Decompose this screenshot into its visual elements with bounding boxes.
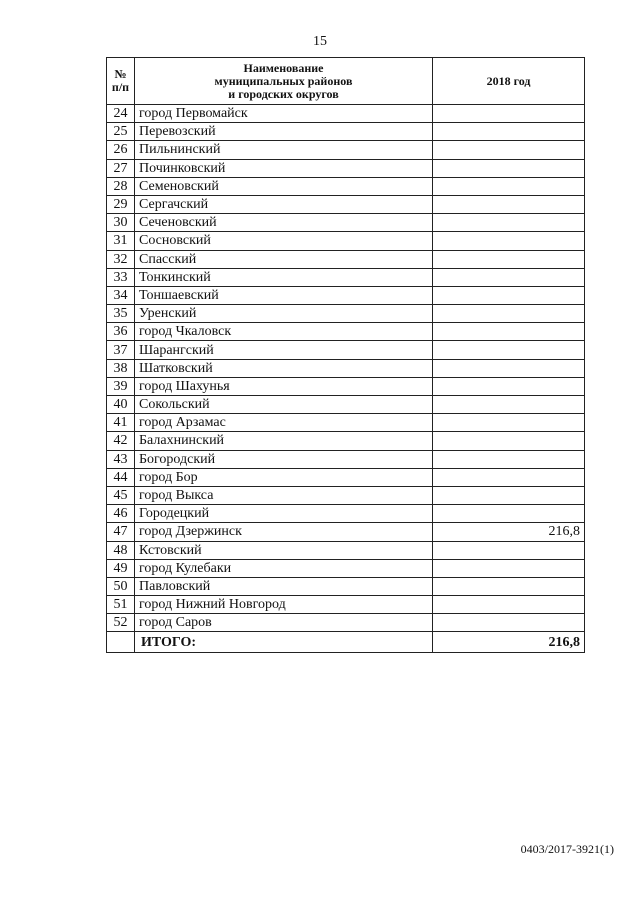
table-row bbox=[107, 141, 585, 159]
row-number: 43 bbox=[107, 450, 135, 468]
municipal-budget-table bbox=[106, 57, 585, 653]
table-row bbox=[107, 505, 585, 523]
municipality-name: Спасский bbox=[135, 250, 433, 268]
row-value bbox=[433, 505, 585, 523]
table-row bbox=[107, 559, 585, 577]
row-number: 50 bbox=[107, 577, 135, 595]
row-number: 42 bbox=[107, 432, 135, 450]
row-number: 40 bbox=[107, 396, 135, 414]
row-value bbox=[433, 396, 585, 414]
row-number: 35 bbox=[107, 305, 135, 323]
row-number: 38 bbox=[107, 359, 135, 377]
municipality-name: Уренский bbox=[135, 305, 433, 323]
row-value bbox=[433, 232, 585, 250]
row-number: 27 bbox=[107, 159, 135, 177]
municipality-name: Городецкий bbox=[135, 505, 433, 523]
row-value bbox=[433, 377, 585, 395]
table-row bbox=[107, 214, 585, 232]
row-number: 36 bbox=[107, 323, 135, 341]
row-value bbox=[433, 286, 585, 304]
municipality-name: город Арзамас bbox=[135, 414, 433, 432]
row-number: 39 bbox=[107, 377, 135, 395]
municipality-name: Перевозский bbox=[135, 123, 433, 141]
row-value bbox=[433, 414, 585, 432]
table-row bbox=[107, 177, 585, 195]
header-num-line2: п/п bbox=[111, 80, 130, 94]
row-value bbox=[433, 268, 585, 286]
table-row bbox=[107, 195, 585, 213]
row-value bbox=[433, 250, 585, 268]
municipality-name: Тонкинский bbox=[135, 268, 433, 286]
row-value bbox=[433, 541, 585, 559]
municipality-name: город Первомайск bbox=[135, 105, 433, 123]
municipality-name: город Нижний Новгород bbox=[135, 596, 433, 614]
row-value bbox=[433, 596, 585, 614]
header-num-line1: № bbox=[114, 67, 127, 81]
municipality-name: Пильнинский bbox=[135, 141, 433, 159]
municipality-name: город Дзержинск bbox=[135, 523, 433, 541]
municipality-name: Шатковский bbox=[135, 359, 433, 377]
total-label: ИТОГО: bbox=[135, 632, 433, 653]
table-row bbox=[107, 232, 585, 250]
row-number: 24 bbox=[107, 105, 135, 123]
row-number: 25 bbox=[107, 123, 135, 141]
table-row bbox=[107, 450, 585, 468]
municipality-name: Семеновский bbox=[135, 177, 433, 195]
row-value bbox=[433, 432, 585, 450]
table-row bbox=[107, 596, 585, 614]
municipality-name: Балахнинский bbox=[135, 432, 433, 450]
page-number: 15 bbox=[313, 34, 327, 49]
municipality-name: Сергачский bbox=[135, 195, 433, 213]
table-row bbox=[107, 432, 585, 450]
table-row bbox=[107, 486, 585, 504]
row-number: 41 bbox=[107, 414, 135, 432]
total-num-cell bbox=[107, 632, 135, 653]
municipality-name: город Шахунья bbox=[135, 377, 433, 395]
row-value bbox=[433, 559, 585, 577]
municipality-name: город Чкаловск bbox=[135, 323, 433, 341]
table-row bbox=[107, 286, 585, 304]
table-row bbox=[107, 341, 585, 359]
table-row bbox=[107, 268, 585, 286]
municipality-name: Павловский bbox=[135, 577, 433, 595]
row-number: 33 bbox=[107, 268, 135, 286]
header-year: 2018 год bbox=[433, 58, 585, 105]
header-name-line3: и городских округов bbox=[228, 86, 339, 101]
header-name-line2: муниципальных районов bbox=[214, 73, 353, 88]
municipality-name: город Саров bbox=[135, 614, 433, 632]
municipality-name: Сеченовский bbox=[135, 214, 433, 232]
total-row bbox=[107, 632, 585, 653]
table-row bbox=[107, 396, 585, 414]
table-row bbox=[107, 250, 585, 268]
municipality-name: Богородский bbox=[135, 450, 433, 468]
municipality-name: город Выкса bbox=[135, 486, 433, 504]
row-number: 46 bbox=[107, 505, 135, 523]
table-row bbox=[107, 159, 585, 177]
municipality-name: город Бор bbox=[135, 468, 433, 486]
row-value bbox=[433, 214, 585, 232]
municipality-name: Сосновский bbox=[135, 232, 433, 250]
row-value bbox=[433, 159, 585, 177]
table-body bbox=[107, 105, 585, 632]
table-row bbox=[107, 414, 585, 432]
row-value bbox=[433, 450, 585, 468]
row-number: 32 bbox=[107, 250, 135, 268]
table-row bbox=[107, 305, 585, 323]
row-value bbox=[433, 468, 585, 486]
row-value bbox=[433, 123, 585, 141]
row-value bbox=[433, 359, 585, 377]
row-value bbox=[433, 486, 585, 504]
table-row bbox=[107, 105, 585, 123]
header-name-line1: Наименование bbox=[243, 60, 324, 75]
row-number: 47 bbox=[107, 523, 135, 541]
table-row bbox=[107, 377, 585, 395]
row-value bbox=[433, 577, 585, 595]
row-value bbox=[433, 323, 585, 341]
row-number: 26 bbox=[107, 141, 135, 159]
header-name bbox=[135, 58, 433, 105]
row-number: 51 bbox=[107, 596, 135, 614]
table-row bbox=[107, 577, 585, 595]
table-row bbox=[107, 523, 585, 541]
row-number: 30 bbox=[107, 214, 135, 232]
row-value bbox=[433, 105, 585, 123]
table-row bbox=[107, 541, 585, 559]
row-number: 29 bbox=[107, 195, 135, 213]
municipality-name: Кстовский bbox=[135, 541, 433, 559]
row-number: 34 bbox=[107, 286, 135, 304]
table-header-row bbox=[107, 58, 585, 105]
municipality-name: Починковский bbox=[135, 159, 433, 177]
table-row bbox=[107, 614, 585, 632]
row-number: 52 bbox=[107, 614, 135, 632]
row-value bbox=[433, 195, 585, 213]
row-value bbox=[433, 341, 585, 359]
municipality-name: Шарангский bbox=[135, 341, 433, 359]
row-number: 48 bbox=[107, 541, 135, 559]
table-row bbox=[107, 359, 585, 377]
row-value bbox=[433, 141, 585, 159]
row-number: 49 bbox=[107, 559, 135, 577]
municipality-name: город Кулебаки bbox=[135, 559, 433, 577]
municipality-name: Сокольский bbox=[135, 396, 433, 414]
row-value bbox=[433, 614, 585, 632]
row-number: 31 bbox=[107, 232, 135, 250]
document-code: 0403/2017-3921(1) bbox=[520, 842, 614, 856]
table-row bbox=[107, 323, 585, 341]
table-row bbox=[107, 468, 585, 486]
row-number: 45 bbox=[107, 486, 135, 504]
row-value bbox=[433, 177, 585, 195]
row-value bbox=[433, 305, 585, 323]
total-value: 216,8 bbox=[433, 632, 585, 653]
row-number: 37 bbox=[107, 341, 135, 359]
table-row bbox=[107, 123, 585, 141]
row-value: 216,8 bbox=[433, 523, 585, 541]
row-number: 28 bbox=[107, 177, 135, 195]
header-num bbox=[107, 58, 135, 105]
row-number: 44 bbox=[107, 468, 135, 486]
municipality-name: Тоншаевский bbox=[135, 286, 433, 304]
